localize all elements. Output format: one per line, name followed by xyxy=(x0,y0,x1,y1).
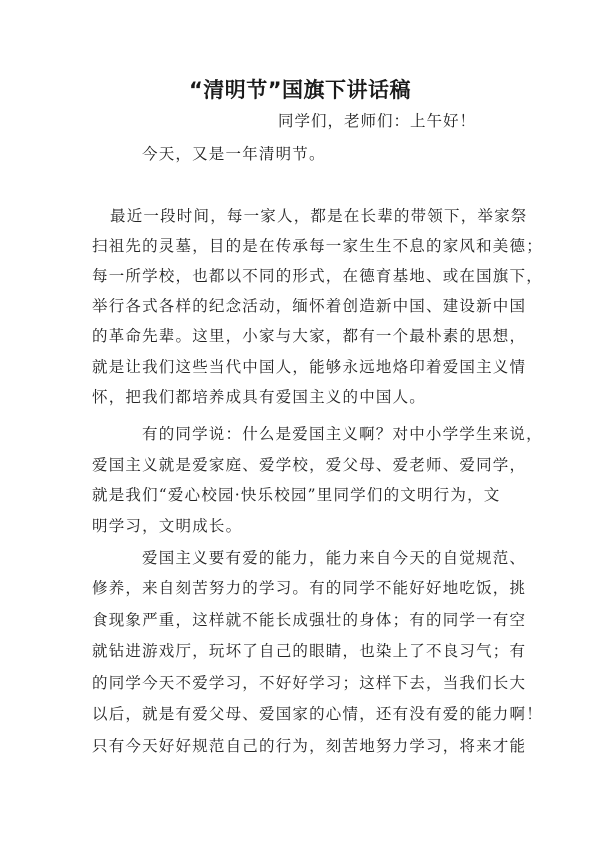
paragraph-line: 最近一段时间，每一家人，都是在长辈的带领下，举家祭 xyxy=(110,207,528,225)
paragraph-line: 以后，就是有爱父母、爱国家的心情，还有没有爱的能力啊！ xyxy=(92,705,543,723)
paragraph-line: 爱国主义就是爱家庭、爱学校，爱父母、爱老师、爱同学， xyxy=(92,456,527,474)
greeting-line: 同学们，老师们：上午好！ xyxy=(278,112,477,130)
paragraph-line: 的革命先辈。这里，小家与大家，都有一个最朴素的思想， xyxy=(92,327,527,345)
paragraph-line: 扫祖先的灵墓，目的是在传承每一家生生不息的家风和美德； xyxy=(92,237,543,255)
paragraph-line: 每一所学校，也都以不同的形式，在德育基地、或在国旗下， xyxy=(92,267,543,285)
paragraph-line: 的同学今天不爱学习，不好好学习；这样下去，当我们长大 xyxy=(92,674,527,692)
paragraph-line: 举行各式各样的纪念活动，缅怀着创造新中国、建设新中国 xyxy=(92,297,527,315)
paragraph-line: 爱国主义要有爱的能力，能力来自今天的自觉规范、 xyxy=(142,549,527,567)
paragraph-line: 就是让我们这些当代中国人，能够永远地烙印着爱国主义情 xyxy=(92,358,527,376)
paragraph-line: 食现象严重，这样就不能长成强壮的身体；有的同学一有空 xyxy=(92,611,527,629)
paragraph-line: 今天，又是一年清明节。 xyxy=(142,145,326,163)
document-title: “清明节”国旗下讲话稿 xyxy=(188,78,412,102)
paragraph-line: 有的同学说：什么是爱国主义啊？对中小学学生来说， xyxy=(142,425,543,443)
paragraph-line: 就钻进游戏厅，玩坏了自己的眼睛，也染上了不良习气；有 xyxy=(92,642,527,660)
paragraph-line: 就是我们“爱心校园·快乐校园”里同学们的文明行为，文 xyxy=(92,486,501,504)
paragraph-line: 怀，把我们都培养成具有爱国主义的中国人。 xyxy=(92,388,427,406)
paragraph-line: 明学习，文明成长。 xyxy=(92,517,243,535)
paragraph-line: 修养，来自刻苦努力的学习。有的同学不能好好地吃饭，挑 xyxy=(92,579,527,597)
paragraph-line: 只有今天好好规范自己的行为，刻苦地努力学习，将来才能 xyxy=(92,737,527,755)
